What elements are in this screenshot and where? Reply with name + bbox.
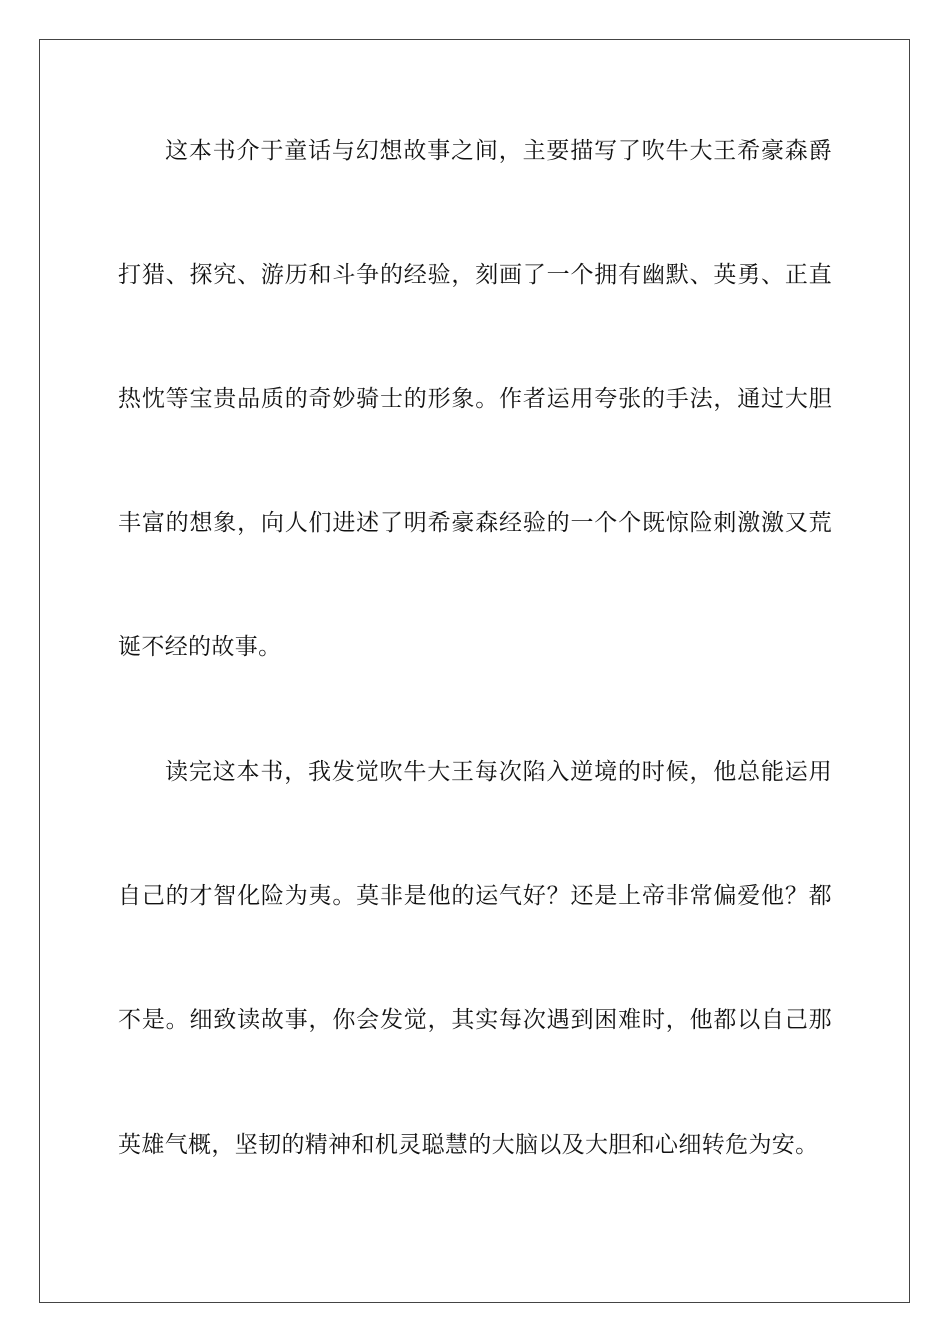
paragraph-1-line-4: 丰富的想象，向人们进述了明希豪森经验的一个个既惊险刺激激又荒 bbox=[118, 510, 832, 536]
paragraph-2-line-1: 读完这本书，我发觉吹牛大王每次陷入逆境的时候，他总能运用 bbox=[165, 759, 832, 785]
paragraph-1-line-5: 诞不经的故事。 bbox=[118, 634, 282, 660]
paragraph-2-line-2: 自己的才智化险为夷。莫非是他的运气好？还是上帝非常偏爱他？都 bbox=[118, 883, 832, 909]
paragraph-1-line-2: 打猎、探究、游历和斗争的经验，刻画了一个拥有幽默、英勇、正直 bbox=[118, 262, 832, 288]
paragraph-1-line-3: 热忱等宝贵品质的奇妙骑士的形象。作者运用夸张的手法，通过大胆 bbox=[118, 386, 832, 412]
paragraph-2-line-3: 不是。细致读故事，你会发觉，其实每次遇到困难时，他都以自己那 bbox=[118, 1007, 832, 1033]
paragraph-2-line-4: 英雄气概，坚韧的精神和机灵聪慧的大脑以及大胆和心细转危为安。 bbox=[118, 1132, 819, 1158]
paragraph-1-line-1: 这本书介于童话与幻想故事之间，主要描写了吹牛大王希豪森爵 bbox=[165, 138, 832, 164]
page-border bbox=[39, 39, 910, 1303]
